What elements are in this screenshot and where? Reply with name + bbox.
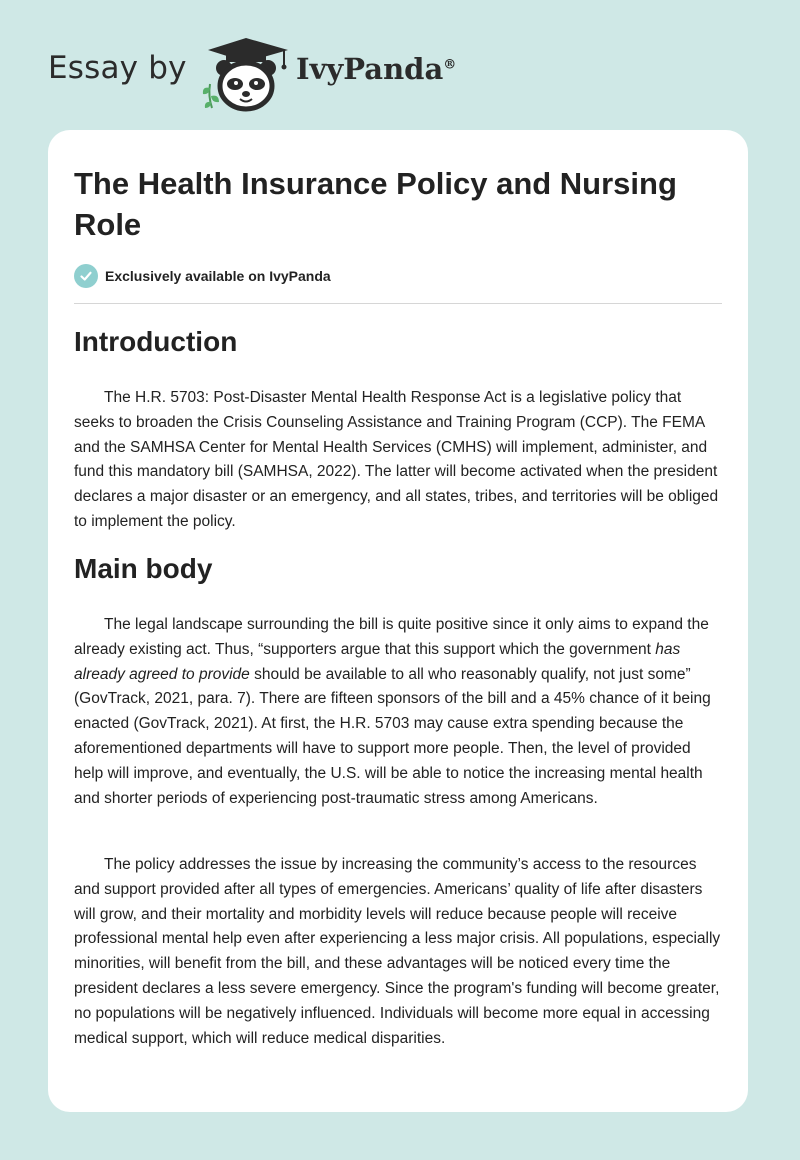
paragraph-text-before: The legal landscape surrounding the bill is quite positive since it only aims to expand the already existing act. Thus, “supporters argue that this support which the government xyxy=(74,616,709,658)
brand-name-text: IvyPanda xyxy=(296,52,444,86)
panda-graduate-logo-icon[interactable] xyxy=(200,36,296,112)
section-heading-introduction: Introduction xyxy=(74,326,238,357)
paragraph-main-body-1 xyxy=(74,613,724,811)
paragraph-emphasis: has already agreed to provide xyxy=(74,640,681,683)
exclusive-badge xyxy=(74,263,331,289)
check-circle-icon xyxy=(74,264,98,288)
exclusive-badge-text: Exclusively available on IvyPanda xyxy=(105,268,331,284)
registered-mark: ® xyxy=(443,57,457,73)
essay-card xyxy=(48,130,748,1112)
page-title: The Health Insurance Policy and Nursing Role xyxy=(74,166,677,242)
title-divider xyxy=(74,303,722,304)
site-header xyxy=(0,0,800,130)
paragraph-text-after: should be available to all who reasonably qualify, not just some” (GovTrack, 2021, para. 7). There are fifteen sponsors of the bill and a 45% chance of it being enacted (GovTrack, 2021). At first, the H.R. 5703 may cause extra spending because the aforementioned departments will have to support more people. Then, the level of provided help will improve, and eventually, the U.S. will be able to notice the increasing mental health and shorter periods of experiencing post-traumatic stress among Americans. xyxy=(74,665,711,807)
paragraph-main-body-2: The policy addresses the issue by increasing the community’s access to the resources and support provided after all types of emergencies. Americans’ quality of life after disasters will grow, and their mortality and morbidity levels will reduce because people will receive professional mental help even after experiencing a less major crisis. All populations, especially minorities, will benefit from the bill, and these advantages will be noticed every time the president declares a less severe emergency. Since the program's funding will become greater, no populations will be negatively influenced. Individuals will become more equal in accessing medical support, which will reduce medical disparities. xyxy=(74,856,721,1047)
brand-name[interactable] xyxy=(296,52,456,86)
essay-by-label: Essay by xyxy=(48,50,187,86)
section-heading-main-body: Main body xyxy=(74,553,213,584)
paragraph-introduction: The H.R. 5703: Post-Disaster Mental Health Response Act is a legislative policy that seeks to broaden the Crisis Counseling Assistance and Training Program (CCP). The FEMA and the SAMHSA Center for Mental Health Services (CMHS) will implement, administer, and fund this mandatory bill (SAMHSA, 2022). The latter will become activated when the president declares a major disaster or an emergency, and all states, tribes, and territories will be obliged to implement the policy. xyxy=(74,389,719,530)
